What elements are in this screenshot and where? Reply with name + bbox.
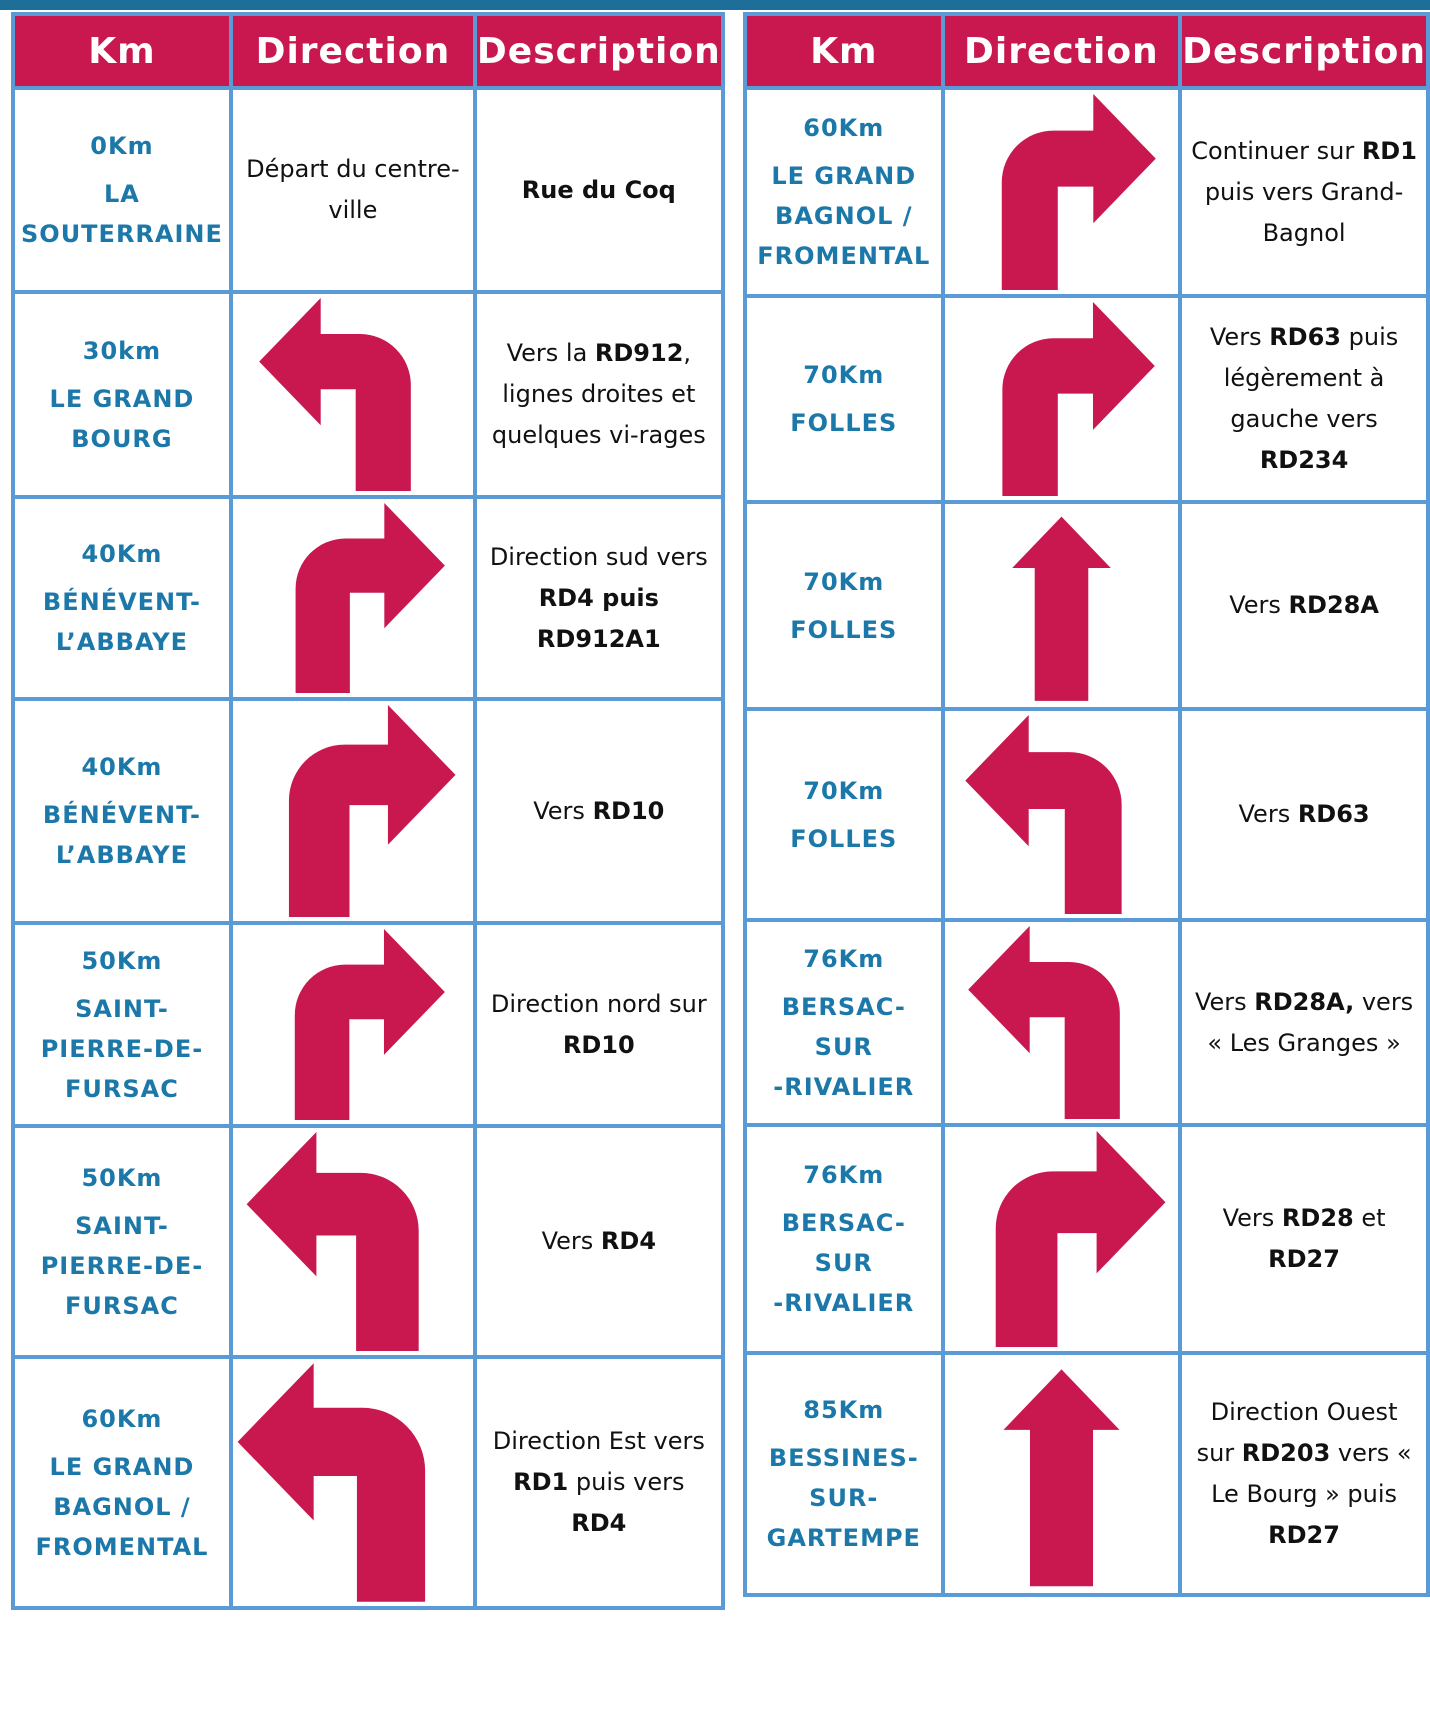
roadbook-table-left (11, 12, 725, 1610)
description-header: Description (1182, 16, 1426, 86)
description-cell (1182, 711, 1426, 918)
direction-cell (945, 922, 1179, 1123)
arrow-shape (260, 298, 412, 491)
place-name: FOLLES (790, 824, 898, 853)
route-step-row (747, 1355, 1426, 1593)
road-reference: RD63 (1269, 323, 1342, 351)
direction-cell (945, 298, 1179, 500)
description-text: Vers (541, 1227, 601, 1255)
distance-km: 76Km (803, 1161, 885, 1189)
road-reference: RD234 (1259, 446, 1349, 474)
top-bar (0, 0, 1430, 10)
distance-km: 70Km (803, 567, 885, 596)
description-cell (477, 1359, 721, 1606)
road-reference: RD1 (513, 1468, 569, 1496)
description-text: Direction nord sur (490, 989, 707, 1018)
route-step-row (747, 711, 1426, 918)
route-step-row (15, 294, 721, 495)
turn-right-arrow-icon (964, 94, 1158, 290)
place-name: BERSAC-SUR -RIVALIER (773, 1209, 915, 1317)
route-step-row (15, 499, 721, 697)
km-cell (15, 1359, 229, 1606)
distance-km: 60Km (803, 114, 885, 142)
description-text: Direction sud vers (489, 542, 708, 571)
road-reference: RD27 (1268, 1245, 1340, 1273)
description-header: Description (477, 16, 721, 86)
road-reference: RD63 (1297, 800, 1370, 828)
road-reference: RD912 (594, 339, 684, 367)
description-cell (1182, 1355, 1426, 1593)
turn-left-arrow-icon (963, 715, 1160, 914)
distance-km: 0Km (90, 132, 154, 160)
direction-cell (233, 1359, 473, 1606)
direction-cell (233, 701, 473, 921)
description-text: vers « Les Granges » (1207, 987, 1414, 1057)
road-reference: RD10 (592, 796, 665, 825)
arrow-shape (247, 1132, 419, 1351)
description-text: Direction Est vers (492, 1427, 705, 1455)
direction-header: Direction (945, 16, 1179, 86)
road-reference: RD28A (1288, 591, 1379, 619)
description-text: Vers (1209, 323, 1270, 351)
arrow-shape (965, 715, 1121, 914)
km-cell (15, 294, 229, 495)
description-cell (477, 90, 721, 290)
description-cell (477, 701, 721, 921)
header-row (747, 16, 1426, 86)
direction-cell (945, 1355, 1179, 1593)
direction-cell (233, 294, 473, 495)
place-name: BERSAC-SUR -RIVALIER (773, 992, 915, 1101)
road-reference: RD27 (1268, 1521, 1340, 1549)
arrow-shape (1003, 302, 1155, 496)
description-cell (477, 499, 721, 697)
route-step-row (747, 298, 1426, 500)
road-reference: RD1 (1361, 136, 1417, 165)
description-text: vers « Le Bourg » puis (1211, 1439, 1412, 1508)
distance-km: 70Km (803, 361, 885, 389)
direction-text: Départ du centre-ville (246, 155, 460, 224)
description-text: , lignes droites et quelques vi-rages (491, 339, 706, 449)
header-row (15, 16, 721, 86)
turn-left-arrow-icon (235, 1363, 471, 1602)
description-text: Vers (1229, 591, 1289, 619)
km-cell (747, 504, 941, 707)
description-cell (477, 1128, 721, 1355)
arrow-shape (289, 705, 456, 917)
turn-right-arrow-icon (965, 302, 1157, 496)
route-step-row (747, 504, 1426, 707)
arrow-shape (295, 929, 445, 1120)
description-text: Vers (1194, 987, 1255, 1016)
description-text: puis vers Grand-Bagnol (1204, 177, 1404, 247)
route-step-row (15, 1359, 721, 1606)
distance-km: 70Km (803, 776, 885, 805)
km-cell (747, 1355, 941, 1593)
distance-km: 50Km (81, 1163, 163, 1192)
description-text: Vers la (506, 339, 595, 367)
route-step-row (15, 1128, 721, 1355)
arrow-shape (968, 926, 1120, 1119)
distance-km: 30km (82, 336, 162, 365)
place-name: SAINT- PIERRE-DE- FURSAC (40, 994, 204, 1103)
km-header: Km (15, 16, 229, 86)
description-cell (477, 294, 721, 495)
distance-km: 60Km (81, 1404, 163, 1433)
distance-km: 76Km (803, 944, 885, 973)
straight-arrow-icon (965, 508, 1158, 703)
description-cell (1182, 1127, 1426, 1351)
km-cell (747, 1127, 941, 1351)
route-step-row (15, 925, 721, 1124)
km-cell (15, 90, 229, 290)
distance-km: 50Km (81, 946, 163, 975)
description-cell (477, 925, 721, 1124)
place-name: LE GRAND BAGNOL / FROMENTAL (35, 1452, 209, 1561)
arrow-shape (1002, 94, 1156, 290)
straight-arrow-icon (948, 1359, 1175, 1589)
direction-cell (945, 504, 1179, 707)
turn-right-arrow-icon (258, 929, 447, 1120)
arrow-shape (238, 1363, 425, 1602)
description-text: Vers (1238, 800, 1298, 828)
turn-right-arrow-icon (248, 705, 458, 917)
place-name: LE GRAND BOURG (49, 384, 195, 453)
direction-cell (945, 711, 1179, 918)
turn-left-arrow-icon (244, 1132, 461, 1351)
direction-cell (233, 499, 473, 697)
turn-left-arrow-icon (966, 926, 1157, 1119)
route-step-row (15, 701, 721, 921)
direction-cell (945, 90, 1179, 294)
place-name: BÉNÉVENT- L’ABBAYE (42, 801, 201, 869)
road-reference: RD203 (1241, 1439, 1331, 1467)
turn-right-arrow-icon (954, 1131, 1168, 1347)
place-name: FOLLES (790, 615, 898, 644)
road-reference: RD4 (571, 1509, 627, 1537)
road-reference: RD28A, (1254, 987, 1355, 1016)
km-cell (747, 298, 941, 500)
route-step-row (747, 1127, 1426, 1351)
direction-cell (233, 1128, 473, 1355)
arrow-shape (996, 1131, 1166, 1347)
description-cell (1182, 504, 1426, 707)
description-text: Vers (533, 796, 593, 825)
roadbook-table-right (743, 12, 1430, 1597)
description-cell (1182, 922, 1426, 1123)
road-reference: RD28 (1281, 1204, 1354, 1232)
road-reference: Rue du Coq (521, 175, 676, 204)
km-cell (747, 711, 941, 918)
place-name: LE GRAND BAGNOL / FROMENTAL (757, 162, 931, 270)
description-text: Direction Ouest sur (1196, 1398, 1398, 1467)
distance-km: 40Km (81, 540, 163, 568)
description-text: Continuer sur (1191, 136, 1362, 165)
turn-left-arrow-icon (257, 298, 448, 491)
km-cell (15, 701, 229, 921)
route-step-row (15, 90, 721, 290)
direction-header: Direction (233, 16, 473, 86)
km-header: Km (747, 16, 941, 86)
arrow-shape (1012, 517, 1111, 701)
km-cell (747, 922, 941, 1123)
route-step-row (747, 922, 1426, 1123)
description-text: et (1353, 1204, 1386, 1232)
place-name: LA SOUTERRAINE (21, 180, 223, 248)
description-text: puis légèrement à gauche vers (1223, 323, 1399, 433)
description-text: puis vers (568, 1468, 685, 1496)
description-text: Vers (1222, 1204, 1282, 1232)
place-name: BÉNÉVENT- L’ABBAYE (42, 588, 201, 656)
arrow-shape (295, 503, 444, 693)
place-name: SAINT- PIERRE-DE- FURSAC (40, 1211, 204, 1320)
km-cell (15, 925, 229, 1124)
km-cell (15, 1128, 229, 1355)
km-cell (747, 90, 941, 294)
arrow-shape (1003, 1369, 1119, 1586)
km-cell (15, 499, 229, 697)
route-step-row (747, 90, 1426, 294)
road-reference: RD4 puis RD912A1 (536, 583, 661, 653)
road-reference: RD10 (562, 1030, 635, 1059)
description-cell (1182, 298, 1426, 500)
distance-km: 40Km (81, 753, 163, 781)
place-name: BESSINES- SUR- GARTEMPE (766, 1444, 921, 1552)
turn-right-arrow-icon (259, 503, 447, 693)
road-reference: RD4 (600, 1227, 657, 1255)
place-name: FOLLES (790, 409, 898, 437)
distance-km: 85Km (803, 1396, 885, 1424)
direction-cell (233, 90, 473, 290)
description-cell (1182, 90, 1426, 294)
direction-cell (945, 1127, 1179, 1351)
direction-cell (233, 925, 473, 1124)
